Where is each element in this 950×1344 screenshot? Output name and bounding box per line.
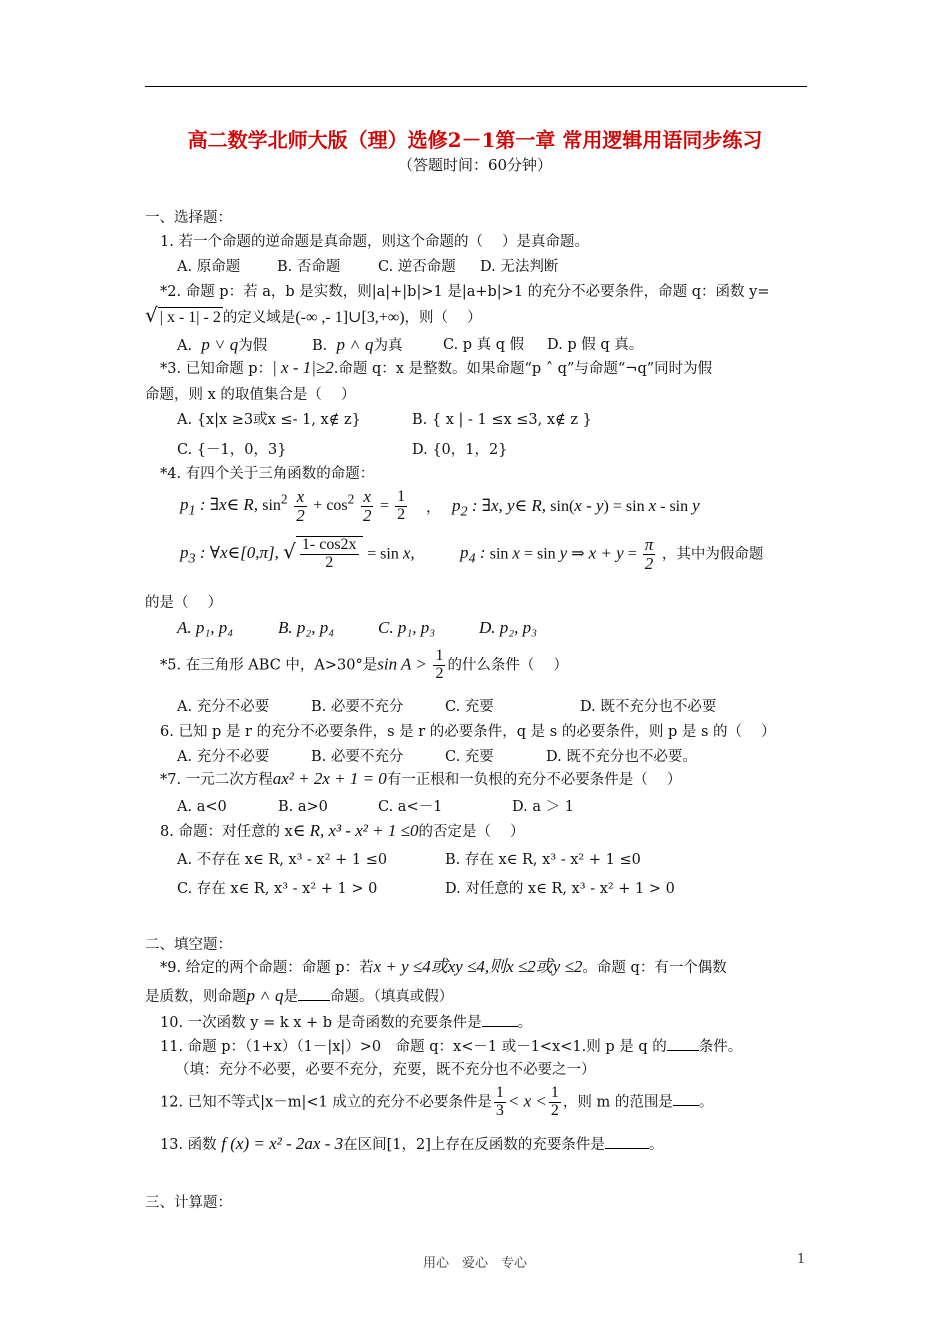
option-c: C. p₁, p₃ bbox=[378, 618, 436, 637]
page-subtitle: （答题时间：60分钟） bbox=[397, 156, 553, 174]
option-d: D. 无法判断 bbox=[480, 259, 559, 275]
question-6: 6. 已知 p 是 r 的充分不必要条件，s 是 r 的必要条件，q 是 s 的必要条件，则 p 是 s 的（ ） bbox=[160, 724, 776, 740]
option-c: C. 充要 bbox=[445, 699, 494, 715]
sqrt-expression: | x - 1| - 2 bbox=[159, 309, 221, 326]
option-d: D. a ＞ 1 bbox=[512, 799, 574, 815]
option-d: D. 既不充分也不必要。 bbox=[546, 749, 697, 765]
option-b: B. p ˄ q为真 bbox=[312, 335, 403, 354]
option-a: A. a<0 bbox=[177, 799, 227, 815]
option-d: D. p₂, p₃ bbox=[479, 618, 538, 637]
option-d: D. p 假 q 真。 bbox=[547, 337, 644, 353]
proposition-p2: $p_2$ : ∃x, y∈ R, sin(x - y) = sin x - sin y bbox=[452, 496, 700, 520]
section-heading: 一、选择题： bbox=[145, 210, 232, 226]
option-a: A. 充分不必要 bbox=[177, 749, 270, 765]
question-1: 1. 若一个命题的逆命题是真命题，则这个命题的（ ）是真命题。 bbox=[160, 234, 590, 250]
answer-blank[interactable] bbox=[298, 985, 330, 1001]
page-footer: 用心 爱心 专心 bbox=[422, 1256, 527, 1271]
proposition-p1: $p_1$ : ∃x∈ R, $\sin^2$ $\frac{x}{2}$ + $\cos^2$ $\frac{x}{2}$ = $\frac{1}{2}$ bbox=[180, 487, 406, 525]
answer-blank[interactable] bbox=[605, 1133, 649, 1149]
option-b: B. 存在 x∈ R, x³ - x² + 1 ≤0 bbox=[445, 852, 641, 868]
question-3: *3. 已知命题 p：| x - 1|≥2.命题 q：x 是整数。如果命题“p ˄ q”与命题“¬q”同时为假 bbox=[160, 358, 713, 377]
question-2: *2. 命题 p：若 a，b 是实数，则|a|+|b|>1 是|a+b|>1 的充分不必要条件，命题 q：函数 y= bbox=[160, 284, 770, 300]
option-d: D. 既不充分也不必要 bbox=[580, 699, 717, 715]
question-9: *9. 给定的两个命题：命题 p：若x + y ≤4或xy ≤4,则x ≤2或y ≤2。命题 q：有一个偶数 bbox=[160, 957, 727, 976]
option-b: B. 否命题 bbox=[277, 259, 341, 275]
question-3-line2: 命题，则 x 的取值集合是（ ） bbox=[145, 387, 356, 403]
option-b: B. 必要不充分 bbox=[311, 699, 404, 715]
option-c: C. 逆否命题 bbox=[378, 259, 456, 275]
header-rule bbox=[145, 86, 807, 87]
section-heading: 二、填空题： bbox=[145, 937, 232, 953]
question-11: 11. 命题 p：（1+x）（1－|x|）>0 命题 q：x<－1 或－1<x<1.则 p 是 q 的 条件。 bbox=[160, 1035, 742, 1057]
question-2-line2: √ | x - 1| - 2 的定义域是(-∞ ,- 1]∪[3,+∞)，则（ ） bbox=[145, 303, 482, 327]
option-c: C. {－1，0，3} bbox=[177, 442, 287, 458]
question-13: 13. 函数 f (x) = x² - 2ax - 3在区间[1，2]上存在反函数的充要条件是 。 bbox=[160, 1134, 664, 1153]
question-8: 8. 命题：对任意的 x∈ R, x³ - x² + 1 ≤0的否定是（ ） bbox=[160, 821, 525, 840]
proposition-p4: $p_4$ : sin x = sin y ⇒ x + y = $\frac{\pi}{2}$ ，其中为假命题 bbox=[460, 535, 764, 573]
option-c: C. 存在 x∈ R, x³ - x² + 1 > 0 bbox=[177, 881, 378, 897]
question-4-line2: 的是（ ） bbox=[145, 595, 223, 611]
option-c: C. 充要 bbox=[445, 749, 494, 765]
option-a: A. p ˅ q为假 bbox=[177, 335, 268, 354]
question-10: 10. 一次函数 y = k x + b 是奇函数的充要条件是 。 bbox=[160, 1011, 532, 1033]
option-a: A. 原命题 bbox=[177, 259, 241, 275]
answer-blank[interactable] bbox=[482, 1011, 518, 1027]
answer-blank[interactable] bbox=[667, 1035, 699, 1051]
option-a: A. {x|x ≥3或x ≤- 1, x∉ z} bbox=[177, 412, 361, 428]
option-a: A. 充分不必要 bbox=[177, 699, 270, 715]
question-11-note: （填：充分不必要，必要不充分，充要，既不充分也不必要之一） bbox=[175, 1062, 596, 1078]
section-heading: 三、计算题： bbox=[145, 1195, 232, 1211]
option-b: B. { x | - 1 ≤x ≤3, x∉ z } bbox=[412, 412, 592, 428]
option-a: A. p₁, p₄ bbox=[177, 618, 234, 637]
option-b: B. p₂, p₄ bbox=[278, 618, 335, 637]
option-a: A. 不存在 x∈ R, x³ - x² + 1 ≤0 bbox=[177, 852, 388, 868]
question-9-line2: 是质数，则命题p ˄ q是 命题。（填真或假） bbox=[145, 986, 454, 1005]
option-d: D. {0，1，2} bbox=[412, 442, 508, 458]
page-number: 1 bbox=[797, 1252, 806, 1267]
proposition-p3: $p_3$ : ∀x∈[0,π], √ $\frac{1- \cos 2x}{2}$ = sin x, bbox=[180, 536, 415, 571]
question-12: 12. 已知不等式|x－m|<1 成立的充分不必要条件是 $\frac{1}{3}$ < x < $\frac{1}{2}$ ，则 m 的范围是 。 bbox=[160, 1084, 714, 1119]
option-b: B. 必要不充分 bbox=[311, 749, 404, 765]
option-b: B. a>0 bbox=[278, 799, 328, 815]
question-4: *4. 有四个关于三角函数的命题： bbox=[160, 466, 375, 482]
question-5: *5. 在三角形 ABC 中，A>30°是sin A > $\frac{1}{2}$ 的什么条件（ ） bbox=[160, 647, 569, 682]
option-c: C. a<－1 bbox=[378, 799, 443, 815]
question-7: *7. 一元二次方程ax² + 2x + 1 = 0有一正根和一负根的充分不必要条件是（ ） bbox=[160, 769, 682, 788]
page-title: 高二数学北师大版（理）选修2－1第一章 常用逻辑用语同步练习 bbox=[187, 128, 763, 152]
option-d: D. 对任意的 x∈ R, x³ - x² + 1 > 0 bbox=[445, 881, 675, 897]
answer-blank[interactable] bbox=[673, 1090, 699, 1106]
option-c: C. p 真 q 假 bbox=[443, 337, 525, 353]
